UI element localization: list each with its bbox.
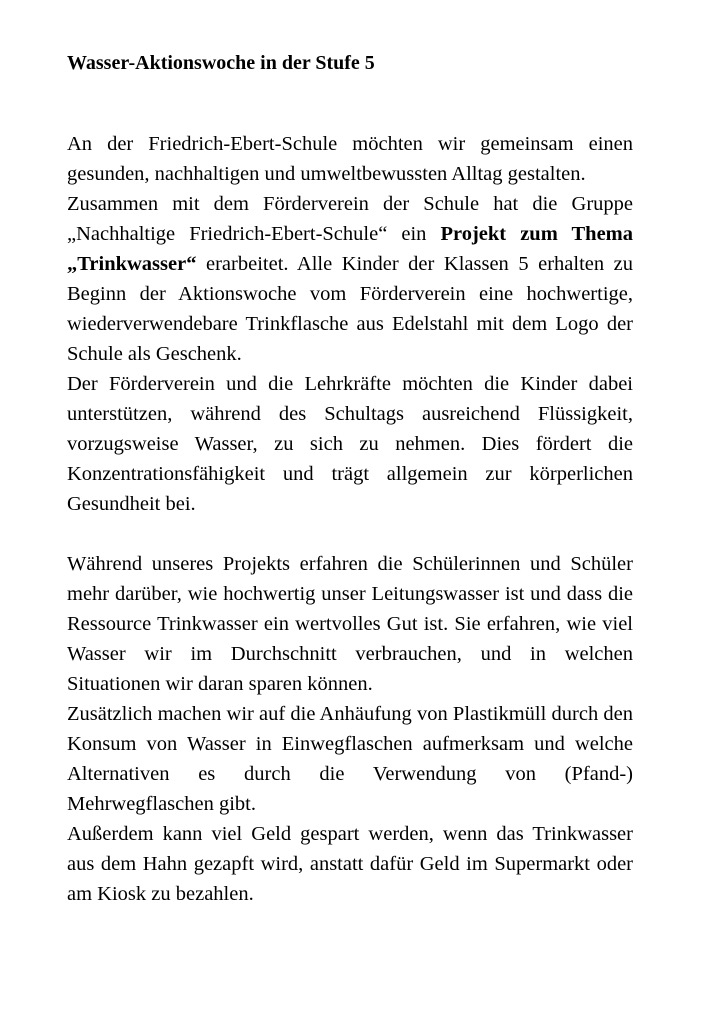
savings-paragraph: Außerdem kann viel Geld gespart werden, wenn das Trinkwasser aus dem Hahn gezapft wird, anstatt dafür Geld im Supermarkt oder am Kiosk zu bezahlen.: [67, 823, 633, 905]
plastic-paragraph: Zusätzlich machen wir auf die Anhäufung von Plastikmüll durch den Konsum von Wasser in Einwegflaschen aufmerksam und welche Alternativen es durch die Verwendung von (Pfand-) Mehrwegflaschen gibt.: [67, 703, 633, 815]
project-topic-bold: Projekt zum Thema „Trinkwasser“: [67, 223, 633, 275]
paragraph-gap: [67, 519, 633, 549]
project-paragraph: [67, 189, 633, 369]
project-text-start: Zusammen mit dem Förderverein der Schule hat die Gruppe „Nachhaltige Friedrich-Ebert-Schule“ ein: [67, 193, 633, 245]
project-text-end: erarbeitet. Alle Kinder der Klassen 5 erhalten zu Beginn der Aktionswoche vom Förderverein eine hochwertige, wiederverwendebare Trinkflasche aus Edelstahl mit dem Logo der Schule als Geschenk.: [67, 253, 633, 365]
document-page: [67, 50, 633, 909]
document-title: Wasser-Aktionswoche in der Stufe 5: [67, 52, 375, 74]
intro-paragraph: An der Friedrich-Ebert-Schule möchten wir gemeinsam einen gesunden, nachhaltigen und umweltbewussten Alltag gestalten.: [67, 133, 633, 185]
learning-paragraph: Während unseres Projekts erfahren die Schülerinnen und Schüler mehr darüber, wie hochwertig unser Leitungswasser ist und dass die Ressource Trinkwasser ein wertvolles Gut ist. Sie erfahren, wie viel Wasser wir im Durchschnitt verbrauchen, und in welchen Situationen wir daran sparen können.: [67, 553, 633, 695]
support-paragraph: Der Förderverein und die Lehrkräfte möchten die Kinder dabei unterstützen, während des Schultags ausreichend Flüssigkeit, vorzugsweise Wasser, zu sich zu nehmen. Dies fördert die Konzentrationsfähigkeit und trägt allgemein zur körperlichen Gesundheit bei.: [67, 373, 633, 515]
